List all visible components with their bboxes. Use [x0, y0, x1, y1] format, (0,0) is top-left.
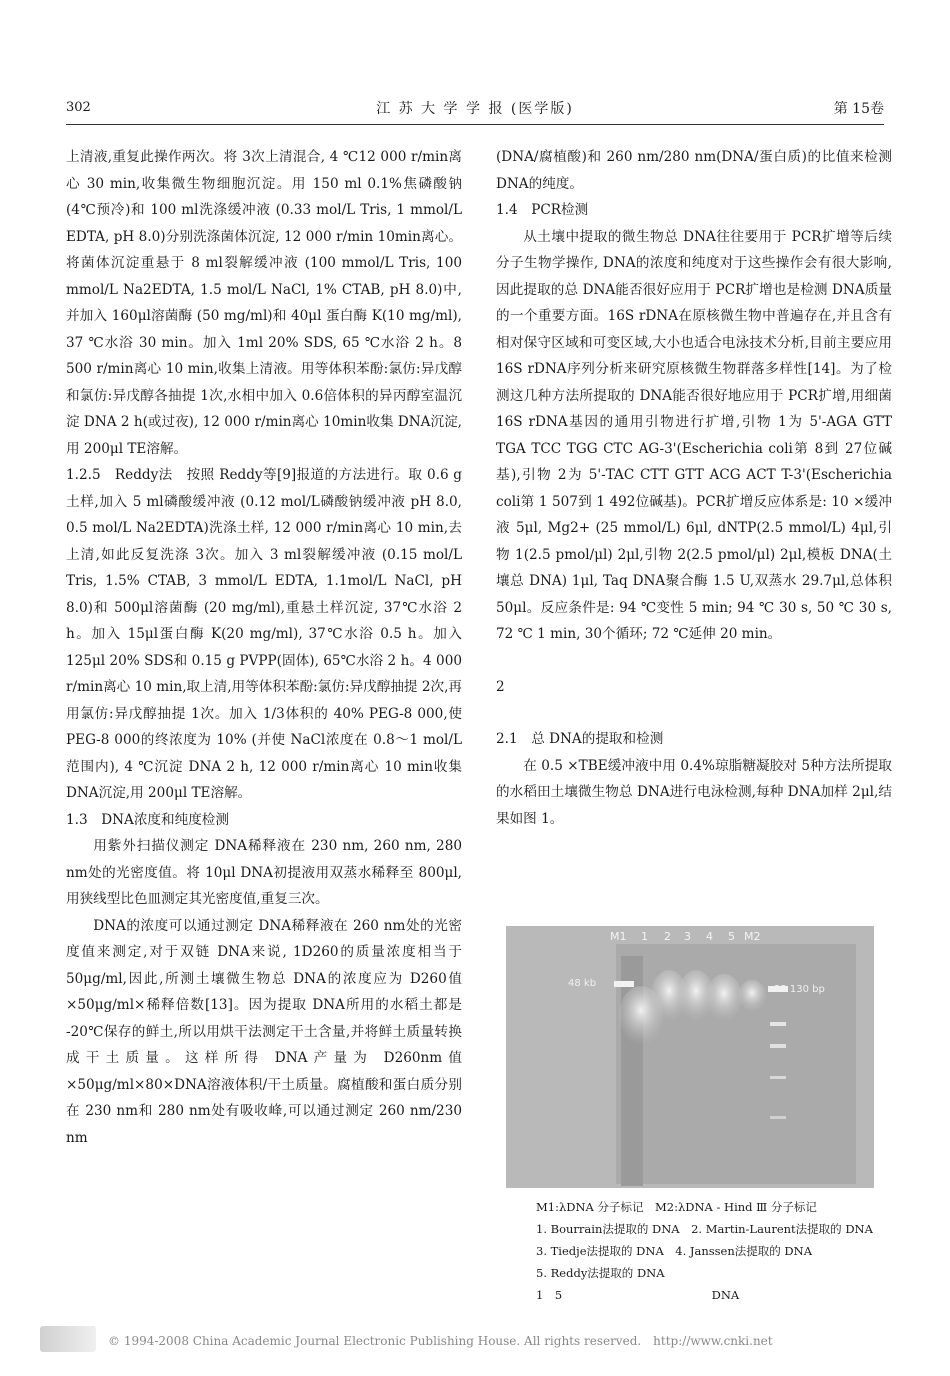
lane-4-smear — [706, 974, 742, 1022]
caption-line: 1. Bourrain法提取的 DNA 2. Martin-Laurent法提取的 DNA — [536, 1222, 873, 1236]
caption-line: 1 5 DNA — [536, 1288, 740, 1302]
section-heading: 2 — [496, 678, 505, 695]
page-number: 302 — [66, 100, 91, 115]
left-column — [66, 144, 462, 1151]
paragraph: 上清液,重复此操作两次。将 3次上清混合, 4 ℃12 000 r/min离心 30 min,收集微生物细胞沉淀。用 150 ml 0.1%焦磷酸钠 (4℃预冷)和 100 ml洗涤缓冲液 (0.33 mol/L Tris, 1 mmol/L EDTA, pH 8.0)分别洗涤菌体沉淀, 12 000 r/min 10min离心。将菌体沉淀重悬于 8 ml裂解缓冲液 (100 mmol/L Tris, 100 mmol/L Na2EDTA, 1.5 mol/L NaCl, 1% CTAB, pH 8.0)中,并加入 160μl溶菌酶 (50 mg/ml)和 40μl 蛋白酶 K(10 mg/ml), 37 ℃水浴 30 min。加入 1ml 20% SDS, 65 ℃水浴 2 h。8 500 r/min离心 10 min,收集上清液。用等体积苯酚:氯仿:异戊醇和氯仿:异戊醇各抽提 1次,水相中加入 0.6倍体积的异丙醇室温沉淀 DNA 2 h(或过夜), 12 000 r/min离心 10min收集 DNA沉淀,用 200μl TE溶解。 — [66, 149, 462, 457]
spacer — [496, 700, 892, 726]
lane-5-smear — [738, 980, 766, 1012]
page-header — [66, 96, 884, 120]
m1-band — [614, 981, 634, 987]
m2-band-3 — [770, 1044, 786, 1048]
lane-label-m1: M1 — [610, 930, 627, 943]
marker-48kb: 48 kb — [568, 978, 597, 989]
right-column — [496, 144, 892, 832]
paragraph: 用紫外扫描仪测定 DNA稀释液在 230 nm, 260 nm, 280 nm处的光密度值。将 10μl DNA初提液用双蒸水稀释至 800μl,用狭线型比色皿测定其光密度值,重复三次。 — [66, 838, 462, 907]
caption-line: M1:λDNA 分子标记 M2:λDNA - Hind Ⅲ 分子标记 — [536, 1200, 817, 1214]
caption-line: 5. Reddy法提取的 DNA — [536, 1266, 665, 1280]
lane-label-m2: M2 — [744, 930, 761, 943]
copyright-text: © 1994-2008 China Academic Journal Electronic Publishing House. All rights reserved. http://www.cnki.net — [108, 1334, 773, 1348]
lane-label-2: 2 — [664, 930, 671, 943]
page-footer — [40, 1326, 910, 1356]
lane-label-5: 5 — [728, 930, 735, 943]
volume-label: 第 15卷 — [833, 101, 884, 117]
marker-23130bp: 23 130 bp — [774, 984, 825, 995]
gel-image — [506, 926, 874, 1188]
gel-figure — [506, 926, 874, 1188]
lane-label-1: 1 — [641, 930, 648, 943]
section-heading: 1.3 DNA浓度和纯度检测 — [66, 811, 229, 828]
cnki-logo — [40, 1326, 96, 1352]
paragraph: 从土壤中提取的微生物总 DNA往往要用于 PCR扩增等后续分子生物学操作, DNA的浓度和纯度对于这些操作会有很大影响,因此提取的总 DNA能否很好应用于 PCR扩增也是检测 DNA质量的一个重要方面。16S rDNA在原核微生物中普遍存在,并且含有相对保守区域和可变区域,大小也适合电泳技术分析,目前主要应用 16S rDNA序列分析来研究原核微生物群落多样性[14]。为了检测这几种方法所提取的 DNA能否很好地应用于 PCR扩增,用细菌 16S rDNA基因的通用引物进行扩增,引物 1为 5'-AGA GTT TGA TCC TGG CTC AG-3'(Escherichia coli第 8到 27位碱基),引物 2为 5'-TAC CTT GTT ACG ACT T-3'(Escherichia coli第 1 507到 1 492位碱基)。PCR扩增反应体系是: 10 ×缓冲液 5μl, Mg2+ (25 mmol/L) 6μl, dNTP(2.5 mmol/L) 4μl,引物 1(2.5 pmol/μl) 2μl,引物 2(2.5 pmol/μl) 2μl,模板 DNA(土壤总 DNA) 1μl, Taq DNA聚合酶 1.5 U,双蒸水 29.7μl,总体积 50μl。反应条件是: 94 ℃变性 5 min; 94 ℃ 30 s, 50 ℃ 30 s, 72 ℃ 1 min, 30个循环; 72 ℃延伸 20 min。 — [496, 228, 892, 642]
section-heading: 1.4 PCR检测 — [496, 202, 589, 218]
m2-band-5 — [770, 1116, 786, 1119]
lane-label-3: 3 — [684, 930, 691, 943]
m2-band-4 — [770, 1076, 786, 1079]
paragraph: 1.2.5 Reddy法 按照 Reddy等[9]报道的方法进行。取 0.6 g土样,加入 5 ml磷酸缓冲液 (0.12 mol/L磷酸钠缓冲液 pH 8.0, 0.5 mol/L Na2EDTA)洗涤土样, 12 000 r/min离心 10 min,去上清,如此反复洗涤 3次。加入 3 ml裂解缓冲液 (0.15 mol/L Tris, 1.5% CTAB, 3 mmol/L EDTA, 1.1mol/L NaCl, pH 8.0)和 500μl溶菌酶 (20 mg/ml),重悬土样沉淀, 37℃水浴 2 h。加入 15μl蛋白酶 K(20 mg/ml), 37℃水浴 0.5 h。加入 125μl 20% SDS和 0.15 g PVPP(固体), 65℃水浴 2 h。4 000 r/min离心 10 min,取上清,用等体积苯酚:氯仿:异戊醇抽提 2次,再用氯仿:异戊醇抽提 1次。加入 1/3体积的 40% PEG-8 000,使 PEG-8 000的终浓度为 10% (并使 NaCl浓度在 0.8～1 mol/L范围内), 4 ℃沉淀 DNA 2 h, 12 000 r/min离心 10 min收集 DNA沉淀,用 200μl TE溶解。 — [66, 467, 462, 801]
header-rule — [66, 124, 884, 125]
journal-title: 江 苏 大 学 学 报 (医学版) — [376, 101, 574, 117]
section-heading: 2.1 总 DNA的提取和检测 — [496, 731, 664, 747]
caption-line: 3. Tiedje法提取的 DNA 4. Janssen法提取的 DNA — [536, 1244, 813, 1258]
paragraph: 在 0.5 ×TBE缓冲液中用 0.4%琼脂糖凝胶对 5种方法所提取的水稻田土壤微生物总 DNA进行电泳检测,每种 DNA加样 2μl,结果如图 1。 — [496, 757, 892, 827]
spacer — [496, 648, 892, 674]
m2-band-2 — [770, 1022, 786, 1026]
paragraph: DNA的浓度可以通过测定 DNA稀释液在 260 nm处的光密度值来测定,对于双链 DNA来说, 1D260的质量浓度相当于 50μg/ml,因此,所测土壤微生物总 DNA的浓度应为 D260值 ×50μg/ml×稀释倍数[13]。因为提取 DNA所用的水稻土都是 -20℃保存的鲜土,所以用烘干法测定干土含量,并将鲜土质量转换成干土质量。这样所得 DNA产量为 D260nm值 ×50μg/ml×80×DNA溶液体积/干土质量。腐植酸和蛋白质分别在 230 nm和 280 nm处有吸收峰,可以通过测定 260 nm/230 nm — [66, 917, 462, 1146]
paragraph: (DNA/腐植酸)和 260 nm/280 nm(DNA/蛋白质)的比值来检测 DNA的纯度。 — [496, 149, 892, 192]
lane-label-4: 4 — [706, 930, 713, 943]
